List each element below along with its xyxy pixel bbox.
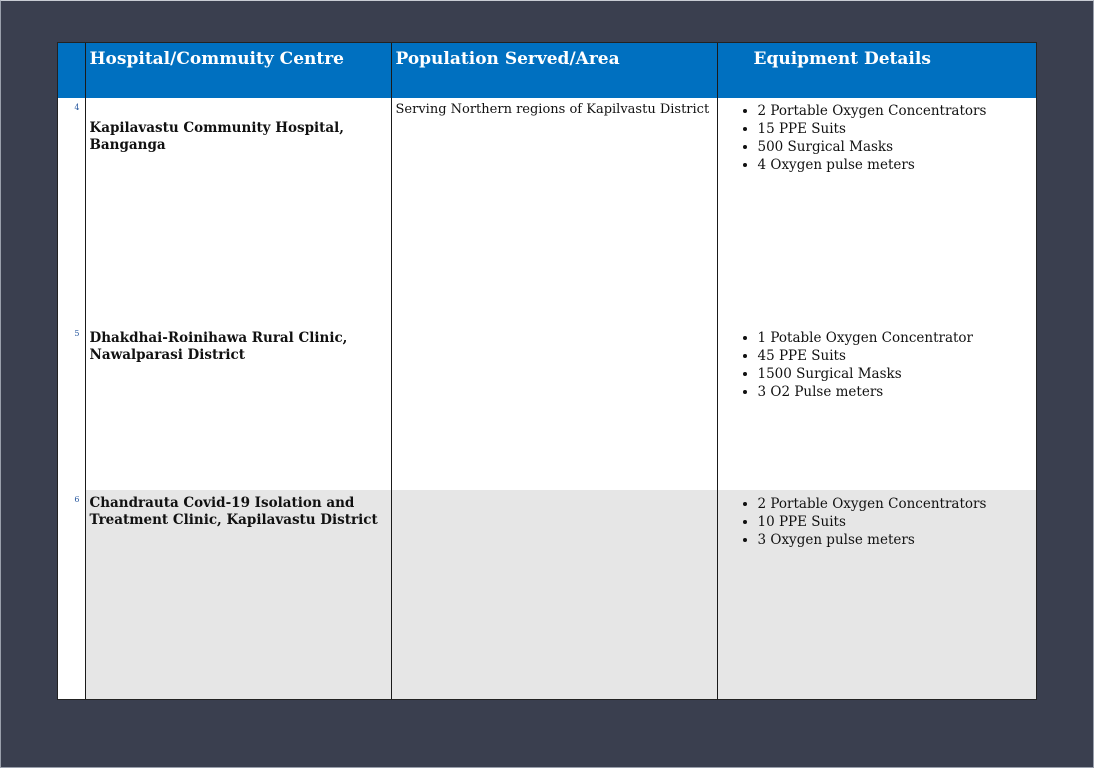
equipment-list (722, 329, 1033, 401)
header-number-cell (58, 43, 85, 98)
equipment-item: • 500 Surgical Masks (758, 138, 1033, 156)
hospital-name: Dhakdhai-Roinihawa Rural Clinic, Nawalparasi District (85, 324, 391, 490)
table-row (58, 324, 1036, 490)
population-served (391, 324, 717, 490)
equipment-list (722, 102, 1033, 174)
equipment-item: • 15 PPE Suits (758, 120, 1033, 138)
row-number: 6 (58, 490, 85, 700)
header-hospital: Hospital/Commuity Centre (85, 43, 391, 98)
table-row (58, 490, 1036, 700)
equipment-item: • 2 Portable Oxygen Concentrators (758, 495, 1033, 513)
equipment-details (717, 324, 1036, 490)
equipment-item: • 1 Potable Oxygen Concentrator (758, 329, 1033, 347)
equipment-details (717, 98, 1036, 319)
table-row (58, 98, 1036, 319)
equipment-item: • 45 PPE Suits (758, 347, 1033, 365)
header-population: Population Served/Area (391, 43, 717, 98)
row-number: 5 (74, 329, 80, 338)
equipment-item: • 2 Portable Oxygen Concentrators (758, 102, 1033, 120)
hospital-name: Kapilavastu Community Hospital, Banganga (85, 98, 391, 319)
document-page (57, 42, 1037, 700)
header-equipment: Equipment Details (717, 43, 1036, 98)
equipment-item: • 1500 Surgical Masks (758, 365, 1033, 383)
population-served: Serving Northern regions of Kapilvastu District (391, 98, 717, 319)
hospital-name: Chandrauta Covid-19 Isolation and Treatment Clinic, Kapilavastu District (85, 490, 391, 700)
row-number: 4 (74, 103, 80, 112)
equipment-item: • 10 PPE Suits (758, 513, 1033, 531)
equipment-table (58, 43, 1036, 700)
equipment-item: • 3 Oxygen pulse meters (758, 531, 1033, 549)
table-header-row (58, 43, 1036, 98)
equipment-item: • 3 O2 Pulse meters (758, 383, 1033, 401)
equipment-item: • 4 Oxygen pulse meters (758, 156, 1033, 174)
population-served (391, 490, 717, 700)
equipment-list (722, 495, 1033, 549)
equipment-details (717, 490, 1036, 700)
